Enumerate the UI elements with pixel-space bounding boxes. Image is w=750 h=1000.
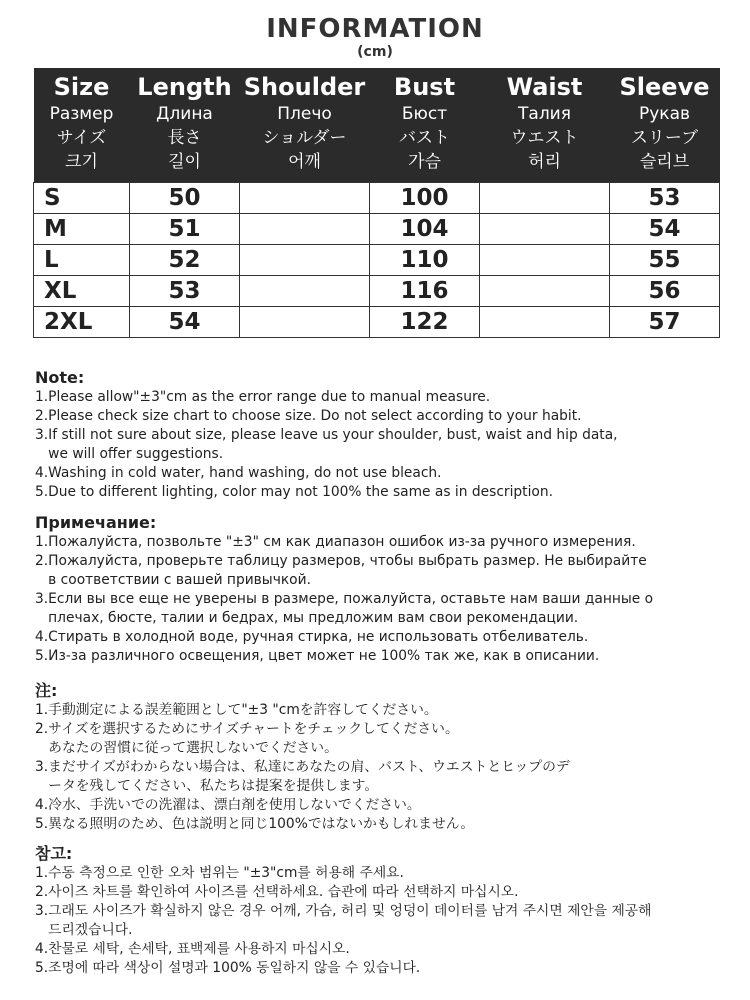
size-chart-table <box>33 68 720 338</box>
table-row <box>34 276 720 307</box>
header-ko: 가슴 <box>408 152 441 172</box>
note-line: 1.수동 측정으로 인한 오차 범위는 "±3"cm를 허용해 주세요. <box>35 865 404 881</box>
header-ru: Размер <box>49 104 114 124</box>
cell-size: L <box>34 245 130 276</box>
note-line: we will offer suggestions. <box>35 446 224 462</box>
header-ko: 슬리브 <box>639 152 690 172</box>
header-ru: Рукав <box>638 104 691 124</box>
cell-bust: 122 <box>370 307 480 338</box>
note-line: 3.まだサイズがわからない場合は、私達にあなたの肩、バスト、ウエストとヒップのデ <box>35 759 570 775</box>
cell-bust: 104 <box>370 214 480 245</box>
cell-bust: 100 <box>370 183 480 214</box>
note-line: 4.찬물로 세탁, 손세탁, 표백제를 사용하지 마십시오. <box>35 941 350 957</box>
note-line: плечах, бюсте, талии и бедрах, мы предложим вам свои рекомендации. <box>35 610 579 626</box>
unit-label: (cm) <box>357 44 393 60</box>
cell-shoulder <box>240 183 370 214</box>
header-ko: 길이 <box>168 152 201 172</box>
note-line: 3.그래도 사이즈가 확실하지 않은 경우 어깨, 가슴, 허리 및 엉덩이 데이터를 남겨 주시면 제안을 제공해 <box>35 903 652 919</box>
header-en: Sleeve <box>619 73 710 101</box>
header-ja: サイズ <box>56 128 107 148</box>
header-ru: Бюст <box>401 104 448 124</box>
header-ja: ウエスト <box>510 128 579 148</box>
cell-length: 50 <box>130 183 240 214</box>
note-heading: Примечание: <box>35 513 157 532</box>
note-line: 5.Из-за различного освещения, цвет может не 100% так же, как в описании. <box>35 648 600 664</box>
cell-bust: 110 <box>370 245 480 276</box>
header-en: Shoulder <box>243 73 366 101</box>
header-ko: 허리 <box>528 152 561 172</box>
note-line: 5.Due to different lighting, color may not 100% the same as in description. <box>35 484 553 500</box>
note-line: 4.Washing in cold water, hand washing, do not use bleach. <box>35 465 442 481</box>
note-korean <box>35 844 735 978</box>
cell-size: S <box>34 183 130 214</box>
cell-bust: 116 <box>370 276 480 307</box>
cell-shoulder <box>240 307 370 338</box>
table-header-row <box>34 68 720 183</box>
header-en: Size <box>53 73 110 101</box>
note-line: 1.Пожалуйста, позвольте "±3" см как диапазон ошибок из-за ручного измерения. <box>35 534 636 550</box>
note-line: 1.Please allow"±3"cm as the error range due to manual measure. <box>35 389 491 405</box>
cell-waist <box>480 183 610 214</box>
cell-sleeve: 55 <box>610 245 720 276</box>
column-header-waist <box>480 68 610 183</box>
column-header-length <box>130 68 240 183</box>
column-header-size <box>34 68 130 183</box>
note-english <box>35 368 735 502</box>
note-line: 2.Пожалуйста, проверьте таблицу размеров, чтобы выбрать размер. Не выбирайте <box>35 553 647 569</box>
note-heading: 注: <box>35 681 58 700</box>
table-row <box>34 183 720 214</box>
cell-length: 51 <box>130 214 240 245</box>
header-ja: バスト <box>399 128 450 148</box>
note-line: 4.Стирать в холодной воде, ручная стирка, не использовать отбеливатель. <box>35 629 589 645</box>
header-en: Waist <box>506 73 583 101</box>
table-row <box>34 245 720 276</box>
cell-shoulder <box>240 214 370 245</box>
info-title: INFORMATION <box>266 14 484 44</box>
header-ru: Талия <box>518 104 571 124</box>
note-line: 2.사이즈 차트를 확인하여 사이즈를 선택하세요. 습관에 따라 선택하지 마십시오. <box>35 884 519 900</box>
cell-waist <box>480 276 610 307</box>
cell-sleeve: 56 <box>610 276 720 307</box>
cell-size: XL <box>34 276 130 307</box>
cell-length: 54 <box>130 307 240 338</box>
note-japanese <box>35 681 735 834</box>
note-line: 1.手動測定による誤差範囲として"±3 "cmを許容してください。 <box>35 702 438 718</box>
column-header-sleeve <box>610 68 720 183</box>
column-header-shoulder <box>240 68 370 183</box>
note-russian <box>35 513 735 666</box>
note-line: 3.Если вы все еще не уверены в размере, пожалуйста, оставьте нам ваши данные о <box>35 591 654 607</box>
cell-size: M <box>34 214 130 245</box>
header-ja: 長さ <box>167 128 202 148</box>
cell-shoulder <box>240 245 370 276</box>
cell-length: 53 <box>130 276 240 307</box>
header-ru: Длина <box>156 104 213 124</box>
cell-shoulder <box>240 276 370 307</box>
column-header-bust <box>370 68 480 183</box>
note-line: ータを残してください、私たちは提案を提供します。 <box>35 778 379 794</box>
note-line: 2.Please check size chart to choose size. Do not select according to your habit. <box>35 408 582 424</box>
header-ja: ショルダー <box>262 128 347 148</box>
note-line: 2.サイズを選択するためにサイズチャートをチェックしてください。 <box>35 721 459 737</box>
cell-length: 52 <box>130 245 240 276</box>
cell-waist <box>480 214 610 245</box>
note-heading: Note: <box>35 368 85 387</box>
header-en: Bust <box>393 73 456 101</box>
note-line: 3.If still not sure about size, please leave us your shoulder, bust, waist and hip data, <box>35 427 618 443</box>
note-heading: 참고: <box>35 844 73 863</box>
cell-sleeve: 57 <box>610 307 720 338</box>
cell-size: 2XL <box>34 307 130 338</box>
header-en: Length <box>137 73 232 101</box>
cell-waist <box>480 245 610 276</box>
cell-sleeve: 53 <box>610 183 720 214</box>
cell-waist <box>480 307 610 338</box>
note-line: 5.조명에 따라 색상이 설명과 100% 동일하지 않을 수 있습니다. <box>35 960 421 976</box>
header-ja: スリーブ <box>630 128 699 148</box>
header-ko: 크기 <box>65 152 98 172</box>
table-row <box>34 307 720 338</box>
note-line: в соответствии с вашей привычкой. <box>35 572 311 588</box>
note-line: 드리겠습니다. <box>35 922 133 938</box>
cell-sleeve: 54 <box>610 214 720 245</box>
header-ko: 어깨 <box>288 152 321 172</box>
note-line: あなたの習慣に従って選択しないでください。 <box>35 740 338 756</box>
header-ru: Плечо <box>277 104 332 124</box>
table-row <box>34 214 720 245</box>
note-line: 5.異なる照明のため、色は説明と同じ100%ではないかもしれません。 <box>35 816 475 832</box>
note-line: 4.冷水、手洗いでの洗濯は、漂白剤を使用しないでください。 <box>35 797 421 813</box>
